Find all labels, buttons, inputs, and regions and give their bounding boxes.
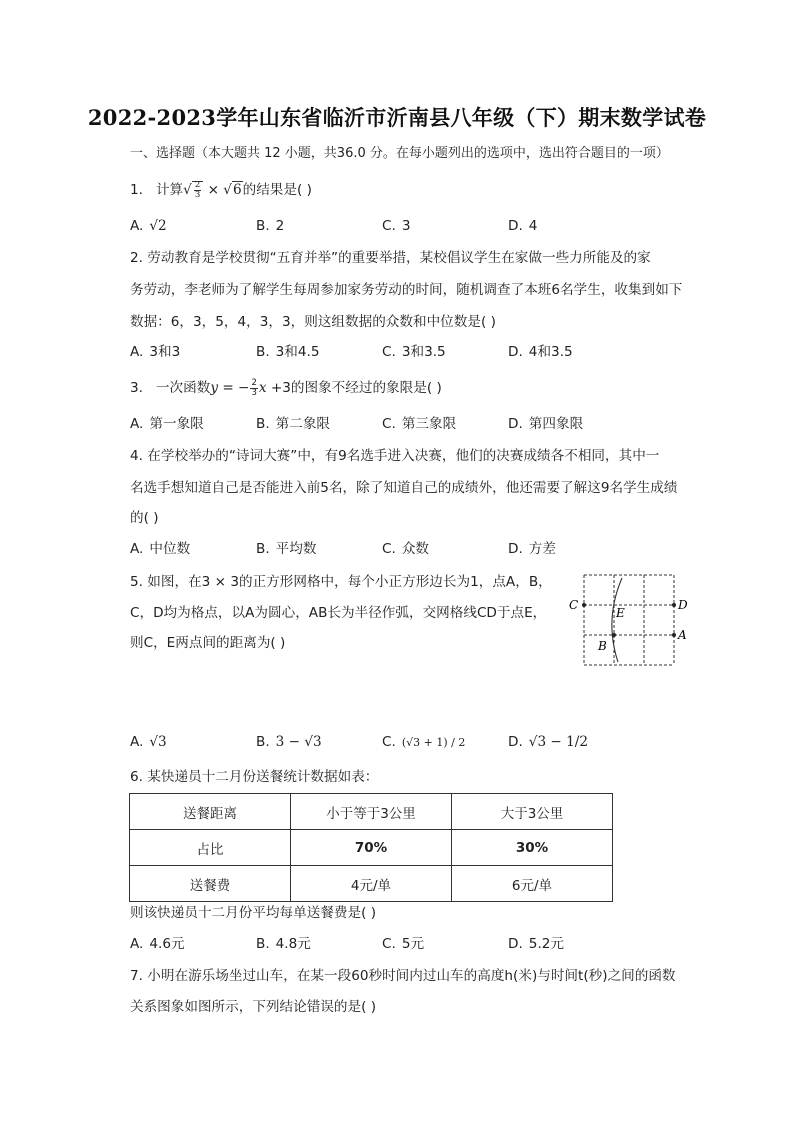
arc-path <box>612 578 622 662</box>
q1-pre: 计算 <box>155 182 184 198</box>
q3-option-c[interactable]: C. 第三象限 <box>382 416 457 432</box>
table-row <box>130 830 613 866</box>
q1-rad: 6 <box>232 182 242 198</box>
table-header-cell: 小于等于3公里 <box>291 794 452 830</box>
point-d <box>672 603 676 607</box>
q4-options <box>130 538 650 560</box>
label-a: A <box>678 628 687 642</box>
q2-line-3: 数据：6，3，5，4，3，3，则这组数据的众数和中位数是( ) <box>130 314 496 330</box>
q4-option-c[interactable]: C. 众数 <box>382 541 430 557</box>
q1-option-d[interactable]: D. 4 <box>508 218 538 234</box>
q6-question: 则该快递员十二月份平均每单送餐费是( ) <box>130 905 377 921</box>
delivery-table <box>129 793 613 902</box>
table-cell: 70% <box>291 830 452 866</box>
q3-number: 3. <box>130 380 143 396</box>
q4-line-2: 名选手想知道自己是否能进入前5名，除了知道自己的成绩外，他还需要了解这9名学生成绩 <box>130 480 678 496</box>
q1-option-b[interactable]: B. 2 <box>256 218 285 234</box>
q6-option-b[interactable]: B. 4.8元 <box>256 936 311 952</box>
label-c: C <box>569 598 579 612</box>
q2-line-2: 务劳动，李老师为了解学生每周参加家务劳动的时间，随机调查了本班6名学生，收集到如下 <box>130 282 683 298</box>
q6-options <box>130 933 650 955</box>
q1-option-a[interactable]: A. √2 <box>130 218 167 234</box>
q4-option-a[interactable]: A. 中位数 <box>130 541 191 557</box>
q4-option-b[interactable]: B. 平均数 <box>256 541 317 557</box>
point-b <box>612 633 616 637</box>
q3-var: x <box>258 380 267 396</box>
q5-line-3: 则C，E两点间的距离为( ) <box>130 635 286 651</box>
point-c <box>582 603 586 607</box>
table-cell: 送餐费 <box>130 866 291 902</box>
q6-intro: 6. 某快递员十二月份送餐统计数据如表： <box>130 769 379 785</box>
exam-title: 2022-2023学年山东省临沂市沂南县八年级（下）期末数学试卷 <box>87 105 707 130</box>
q4-line-1: 4. 在学校举办的“诗词大赛”中，有9名选手进入决赛，他们的决赛成绩各不相同，其中一 <box>130 448 660 464</box>
point-a <box>672 633 676 637</box>
section-heading: 一、选择题（本大题共 12 小题，共36.0 分。在每小题列出的选项中，选出符合题目的一项） <box>130 146 669 161</box>
q7-line-2: 关系图象如图所示，下列结论错误的是( ) <box>130 999 377 1015</box>
q3-fraction: $\frac{2}{3}$ <box>251 377 257 398</box>
q1-sqrt-six: √6 <box>223 182 242 198</box>
q2-options <box>130 341 650 363</box>
q1-number: 1. <box>130 182 143 198</box>
q2-option-a[interactable]: A. 3和3 <box>130 344 181 360</box>
q1-options <box>130 215 650 237</box>
q6-option-d[interactable]: D. 5.2元 <box>508 936 565 952</box>
q1-frac-den: 3 <box>194 190 201 200</box>
q2-option-b[interactable]: B. 3和4.5 <box>256 344 320 360</box>
q5-line-1: 5. 如图，在3 × 3的正方形网格中，每个小正方形边长为1，点A，B， <box>130 574 552 590</box>
q5-options <box>130 731 650 753</box>
q1-times: × <box>207 182 219 198</box>
label-b: B <box>598 639 607 653</box>
table-header-cell: 送餐距离 <box>130 794 291 830</box>
q5-line-2: C，D均为格点，以A为圆心，AB长为半径作弧，交网格线CD于点E， <box>130 605 547 621</box>
q4-line-3: 的( ) <box>130 510 159 526</box>
q5-option-d[interactable]: D. √3 − 1/2 <box>508 734 589 750</box>
q5-option-a[interactable]: A. √3 <box>130 734 167 750</box>
table-header-row <box>130 794 613 830</box>
label-e: E <box>616 606 625 620</box>
q5-option-b[interactable]: B. 3 − √3 <box>256 734 322 750</box>
q3-post: +3的图象不经过的象限是( ) <box>270 380 442 396</box>
q2-option-c[interactable]: C. 3和3.5 <box>382 344 446 360</box>
q2-option-d[interactable]: D. 4和3.5 <box>508 344 573 360</box>
q3-pre: 一次函数 <box>155 380 211 396</box>
q3-option-b[interactable]: B. 第二象限 <box>256 416 331 432</box>
q1-post: 的结果是( ) <box>242 182 312 198</box>
table-cell: 占比 <box>130 830 291 866</box>
table-cell: 4元/单 <box>291 866 452 902</box>
q1-frac-num: 2 <box>194 180 201 190</box>
q1-sqrt-fraction: √ $\frac{2}{3}$ <box>183 181 203 198</box>
table-row <box>130 866 613 902</box>
q3-option-d[interactable]: D. 第四象限 <box>508 416 584 432</box>
q3-option-a[interactable]: A. 第一象限 <box>130 416 204 432</box>
q4-option-d[interactable]: D. 方差 <box>508 541 556 557</box>
question-1 <box>130 180 312 200</box>
grid-figure <box>564 570 694 670</box>
q2-line-1: 2. 劳动教育是学校贯彻“五育并举”的重要举措，某校倡议学生在家做一些力所能及的家 <box>130 250 651 266</box>
question-3 <box>130 378 442 398</box>
label-d: D <box>678 598 688 612</box>
q1-option-c[interactable]: C. 3 <box>382 218 411 234</box>
q7-line-1: 7. 小明在游乐场坐过山车，在某一段60秒时间内过山车的高度h(米)与时间t(秒)之间的函数 <box>130 968 676 984</box>
table-cell: 30% <box>452 830 613 866</box>
table-cell: 6元/单 <box>452 866 613 902</box>
q6-option-a[interactable]: A. 4.6元 <box>130 936 185 952</box>
q3-options <box>130 413 650 435</box>
table-header-cell: 大于3公里 <box>452 794 613 830</box>
q5-option-c[interactable]: C. (√3 + 1) / 2 <box>382 734 466 750</box>
q6-option-c[interactable]: C. 5元 <box>382 936 425 952</box>
q3-eq: y = − <box>210 380 250 396</box>
